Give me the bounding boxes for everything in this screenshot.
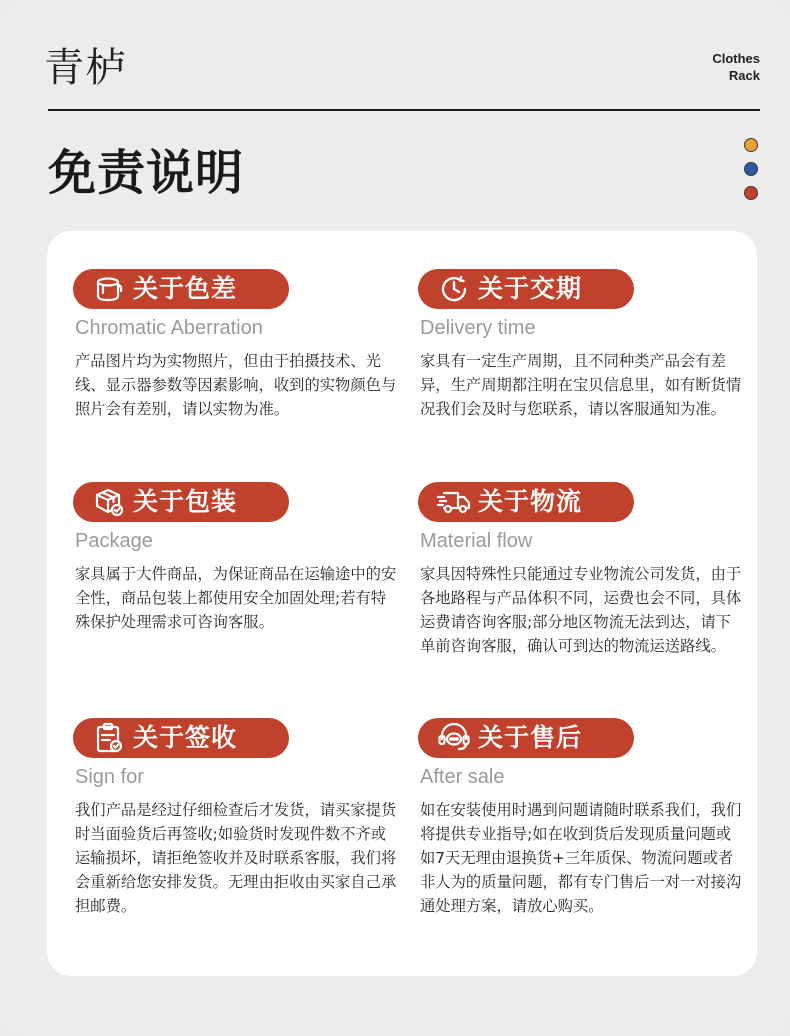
section-heading-pill	[418, 269, 634, 309]
page-title: 免责说明	[48, 145, 245, 201]
section-subtitle: Material flow	[420, 530, 533, 552]
section-sign-for	[73, 718, 397, 918]
section-title: 关于包装	[133, 487, 238, 516]
section-package	[73, 482, 397, 634]
tagline-line-2: Rack	[728, 68, 760, 83]
content-card	[47, 231, 757, 976]
clipboard-check-icon	[89, 718, 129, 758]
section-text: 家具属于大件商品，为保证商品在运输途中的安全性，商品包装上都使用安全加固处理;若有特殊保护处理需求可咨询客服。	[75, 565, 397, 631]
dot-yellow	[744, 138, 758, 152]
section-heading-pill	[418, 482, 634, 522]
section-after-sale	[418, 718, 742, 918]
section-heading-pill	[73, 482, 289, 522]
section-heading-pill	[73, 718, 289, 758]
section-title: 关于物流	[478, 487, 583, 516]
section-text: 我们产品是经过仔细检查后才发货，请买家提货时当面验货后再签收;如验货时发现件数不齐或运输损坏，请拒绝签收并及时联系客服，我们将会重新给您安排发货。无理由拒收由买家自己承担邮费。	[75, 801, 397, 915]
paint-bucket-icon	[89, 269, 129, 309]
section-subtitle: Sign for	[75, 766, 144, 788]
brand-logo: 青栌	[44, 45, 128, 91]
section-text: 产品图片均为实物照片，但由于拍摄技术、光线、显示器参数等因素影响，收到的实物颜色与照片会有差别，请以实物为准。	[75, 352, 397, 418]
dot-red	[744, 186, 758, 200]
section-title: 关于签收	[133, 723, 238, 752]
header-divider	[48, 109, 760, 111]
section-title: 关于色差	[133, 274, 238, 303]
section-chromatic	[73, 269, 397, 421]
section-material-flow	[418, 482, 742, 658]
package-icon	[89, 482, 129, 522]
tagline-line-1: Clothes	[712, 51, 760, 66]
section-subtitle: Package	[75, 530, 153, 552]
section-title: 关于交期	[478, 274, 583, 303]
section-subtitle: Chromatic Aberration	[75, 317, 263, 339]
brand-tagline	[712, 50, 760, 84]
section-text: 家具有一定生产周期，且不同种类产品会有差异，生产周期都注明在宝贝信息里，如有断货情况我们会及时与您联系，请以客服通知为准。	[420, 352, 742, 418]
clock-icon	[434, 269, 474, 309]
decorative-dots	[744, 138, 758, 210]
dot-blue	[744, 162, 758, 176]
section-title: 关于售后	[478, 723, 583, 752]
section-heading-pill	[418, 718, 634, 758]
delivery-truck-icon	[434, 482, 474, 522]
headset-chat-icon	[434, 718, 474, 758]
section-subtitle: After sale	[420, 766, 505, 788]
section-delivery	[418, 269, 742, 421]
section-subtitle: Delivery time	[420, 317, 536, 339]
section-text: 如在安装使用时遇到问题请随时联系我们，我们将提供专业指导;如在收到货后发现质量问题或如7天无理由退换货+三年质保、物流问题或者非人为的质量问题，都有专门售后一对一对接沟通处理方案，请放心购买。	[420, 801, 742, 915]
section-text: 家具因特殊性只能通过专业物流公司发货，由于各地路程与产品体积不同，运费也会不同，具体运费请咨询客服;部分地区物流无法到达，请下单前咨询客服，确认可到达的物流运送路线。	[420, 565, 742, 655]
section-heading-pill	[73, 269, 289, 309]
